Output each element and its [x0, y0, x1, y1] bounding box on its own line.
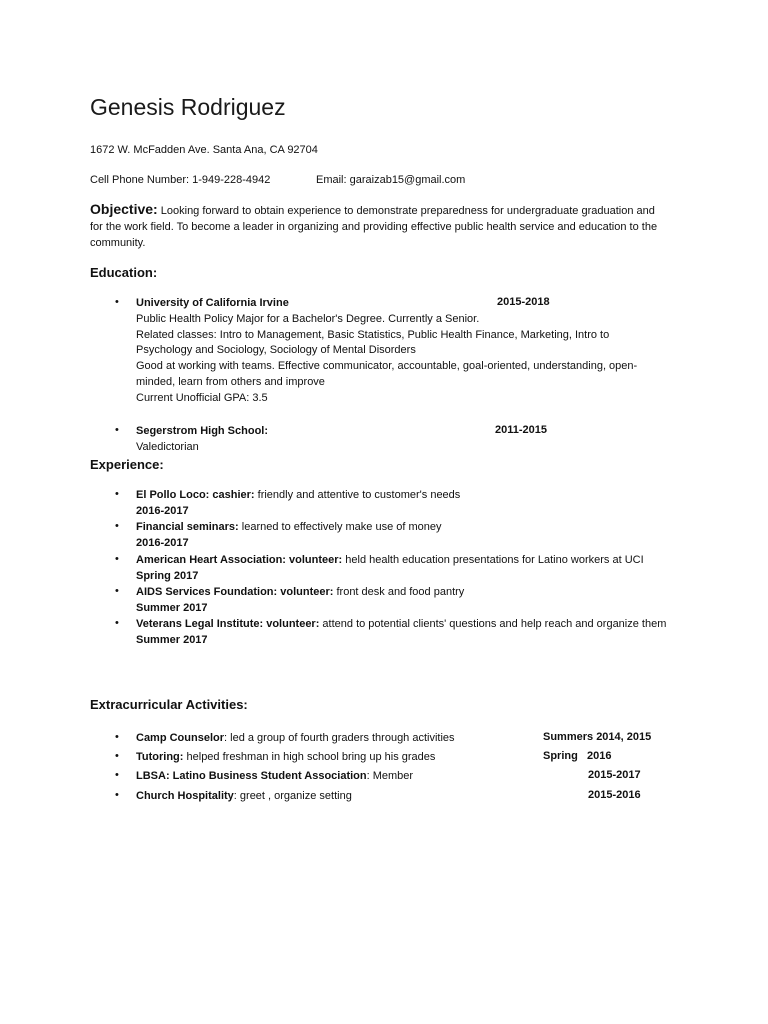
experience-dates: Summer 2017	[136, 633, 208, 646]
activity-title: Church Hospitality	[136, 790, 234, 802]
education-detail: Related classes: Intro to Management, Basic Statistics, Public Health Finance, Marketing, Intro to Psychology and Sociology, Sociology of Mental Disorders	[136, 328, 610, 357]
bullet: •	[115, 553, 119, 565]
education-heading: Education:	[90, 265, 158, 280]
education-detail: Valedictorian	[136, 440, 199, 453]
experience-item	[136, 520, 668, 552]
activity-title: Camp Counselor	[136, 732, 225, 744]
activities-heading: Extracurricular Activities:	[90, 697, 248, 712]
bullet: •	[115, 769, 119, 781]
bullet: •	[115, 296, 119, 308]
bullet: •	[115, 731, 119, 743]
experience-item	[136, 585, 668, 617]
education-dates: 2011-2015	[495, 424, 547, 436]
bullet: •	[115, 424, 119, 436]
activity-dates: Spring 2016	[543, 750, 612, 762]
objective-text: Looking forward to obtain experience to demonstrate preparedness for undergraduate graduation and for the work field. To become a leader in organizing and providing effective public health service and education to the community.	[90, 205, 658, 249]
activity-desc: : greet , organize setting	[233, 790, 352, 802]
experience-item	[136, 488, 668, 520]
activity-desc: helped freshman in high school bring up his grades	[183, 751, 436, 763]
experience-title: American Heart Association: volunteer:	[136, 554, 343, 566]
experience-dates: 2016-2017	[136, 504, 189, 517]
activity-desc: : led a group of fourth graders through activities	[224, 732, 455, 744]
education-detail: Current Unofficial GPA: 3.5	[136, 391, 268, 404]
address: 1672 W. McFadden Ave. Santa Ana, CA 92704	[90, 144, 318, 156]
experience-item	[136, 617, 668, 649]
experience-heading: Experience:	[90, 457, 164, 472]
experience-dates: Summer 2017	[136, 601, 208, 614]
bullet: •	[115, 617, 119, 629]
school-name: Segerstrom High School:	[136, 425, 269, 437]
experience-desc: friendly and attentive to customer's needs	[254, 489, 461, 501]
experience-dates: 2016-2017	[136, 536, 189, 549]
experience-title: Veterans Legal Institute: volunteer:	[136, 618, 320, 630]
experience-desc: held health education presentations for Latino workers at UCI	[342, 554, 644, 566]
objective-section	[90, 201, 670, 251]
activity-dates: 2015-2017	[588, 769, 641, 781]
email-address: Email: garaizab15@gmail.com	[316, 174, 466, 186]
activity-title: LBSA: Latino Business Student Association	[136, 770, 367, 782]
school-name: University of California Irvine	[136, 297, 289, 309]
experience-desc: learned to effectively make use of money	[238, 521, 442, 533]
experience-desc: attend to potential clients' questions and help reach and organize them	[319, 618, 667, 630]
experience-desc: front desk and food pantry	[333, 586, 465, 598]
experience-dates: Spring 2017	[136, 569, 199, 582]
bullet: •	[115, 789, 119, 801]
education-entry	[136, 424, 668, 456]
education-entry	[136, 296, 668, 407]
activity-dates: 2015-2016	[588, 789, 641, 801]
education-dates: 2015-2018	[497, 296, 550, 308]
experience-title: AIDS Services Foundation: volunteer:	[136, 586, 334, 598]
education-detail: Good at working with teams. Effective communicator, accountable, goal-oriented, understanding, open-minded, learn from others and improve	[136, 360, 638, 388]
activity-title: Tutoring:	[136, 751, 184, 763]
phone-number: Cell Phone Number: 1-949-228-4942	[90, 174, 271, 186]
bullet: •	[115, 488, 119, 500]
bullet: •	[115, 520, 119, 532]
bullet: •	[115, 585, 119, 597]
activity-dates: Summers 2014, 2015	[543, 731, 652, 743]
experience-item	[136, 553, 668, 585]
education-detail: Public Health Policy Major for a Bachelor's Degree. Currently a Senior.	[136, 312, 480, 325]
bullet: •	[115, 750, 119, 762]
experience-title: Financial seminars:	[136, 521, 239, 533]
applicant-name: Genesis Rodriguez	[90, 94, 286, 120]
experience-title: El Pollo Loco: cashier:	[136, 489, 255, 501]
activity-desc: : Member	[366, 770, 414, 782]
objective-label: Objective:	[90, 201, 158, 217]
